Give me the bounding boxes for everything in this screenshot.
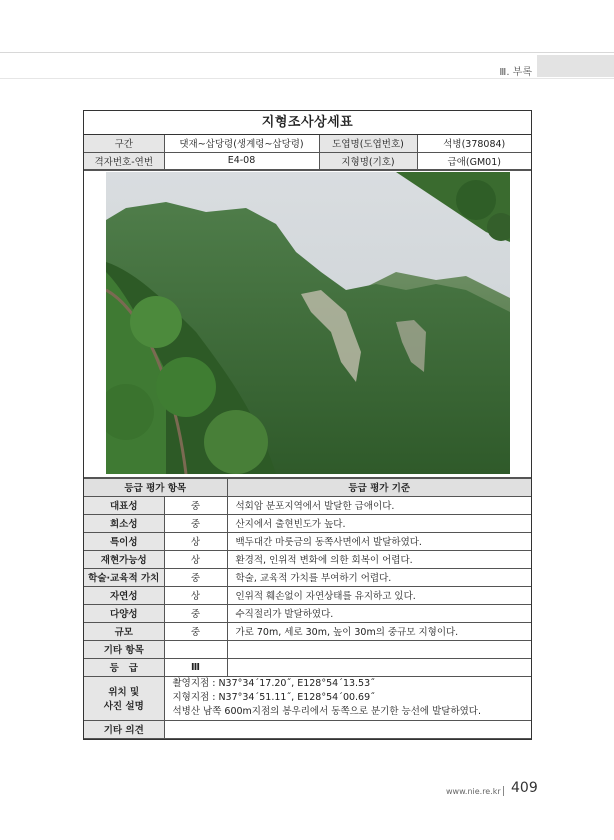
value-map-name: 석병(378084) <box>417 135 531 152</box>
evaluation-header-row <box>84 478 531 496</box>
footer-separator <box>503 786 504 796</box>
location-label-line2: 사진 설명 <box>103 701 144 712</box>
criteria-text: 수직절리가 발달하였다. <box>227 604 531 622</box>
info-row <box>84 152 531 169</box>
item-label: 등 급 <box>84 658 164 676</box>
other-opinion-label: 기타 의견 <box>84 720 164 738</box>
criteria-text: 학술, 교육적 가치를 부여하기 어렵다. <box>227 568 531 586</box>
item-label: 재현가능성 <box>84 550 164 568</box>
evaluation-table <box>84 478 531 739</box>
grade-value: 중 <box>164 568 227 586</box>
sheet-title: 지형조사상세표 <box>84 111 531 135</box>
table-row <box>84 496 531 514</box>
criteria-text: 환경적, 인위적 변화에 의한 회복이 어렵다. <box>227 550 531 568</box>
header-eval-criteria: 등급 평가 기준 <box>227 478 531 496</box>
location-label-line1: 위치 및 <box>108 687 140 698</box>
grade-value: 상 <box>164 586 227 604</box>
item-label: 기타 항목 <box>84 640 164 658</box>
grade-value: 중 <box>164 514 227 532</box>
item-label: 학술·교육적 가치 <box>84 568 164 586</box>
item-label: 특이성 <box>84 532 164 550</box>
item-label: 희소성 <box>84 514 164 532</box>
footer-url: www.nie.re.kr <box>446 787 501 796</box>
item-label: 대표성 <box>84 496 164 514</box>
other-opinion-row <box>84 720 531 738</box>
table-row <box>84 514 531 532</box>
table-row <box>84 658 531 676</box>
table-row <box>84 568 531 586</box>
label-landform-name: 지형명(기호) <box>319 152 417 169</box>
table-row <box>84 622 531 640</box>
location-row <box>84 676 531 720</box>
table-row <box>84 550 531 568</box>
landscape-photo <box>106 172 510 474</box>
header-line <box>0 78 614 79</box>
landform-point: 지형지점 : N37°34´51.11˝, E128°54´00.69˝ <box>172 692 375 703</box>
table-row <box>84 586 531 604</box>
criteria-text: 백두대간 마룻금의 동쪽사면에서 발달하였다. <box>227 532 531 550</box>
grade-value: 상 <box>164 550 227 568</box>
photo-cell <box>84 170 531 478</box>
photo-point: 촬영지점 : N37°34´17.20˝, E128°54´13.53˝ <box>172 678 375 689</box>
grade-value: 중 <box>164 496 227 514</box>
location-label <box>84 676 164 720</box>
criteria-text: 가로 70m, 세로 30m, 높이 30m의 중규모 지형이다. <box>227 622 531 640</box>
criteria-text: 인위적 훼손없이 자연상태를 유지하고 있다. <box>227 586 531 604</box>
criteria-text: 석회암 분포지역에서 발달한 급애이다. <box>227 496 531 514</box>
survey-sheet <box>83 110 532 740</box>
criteria-text <box>227 640 531 658</box>
info-table <box>84 135 531 170</box>
criteria-text: 산지에서 출현빈도가 높다. <box>227 514 531 532</box>
other-opinion-value <box>164 720 531 738</box>
header-tab <box>537 55 614 77</box>
mountain-cliff-image <box>106 172 510 474</box>
value-grid-number: E4-08 <box>164 152 319 169</box>
page-number: 409 <box>511 780 538 796</box>
table-row <box>84 532 531 550</box>
item-label: 자연성 <box>84 586 164 604</box>
section-label: Ⅲ. 부록 <box>499 67 532 78</box>
label-map-name: 도엽명(도엽번호) <box>319 135 417 152</box>
location-note: 석병산 남쪽 600m지점의 봉우리에서 동쪽으로 분기한 능선에 발달하였다. <box>172 706 482 717</box>
value-landform-name: 급애(GM01) <box>417 152 531 169</box>
table-row <box>84 604 531 622</box>
table-row <box>84 640 531 658</box>
label-grid-number: 격자번호-연번 <box>84 152 164 169</box>
item-label: 다양성 <box>84 604 164 622</box>
item-label: 규모 <box>84 622 164 640</box>
header-eval-item: 등급 평가 항목 <box>84 478 227 496</box>
grade-value: 상 <box>164 532 227 550</box>
criteria-text <box>227 658 531 676</box>
grade-value: Ⅲ <box>164 658 227 676</box>
info-row <box>84 135 531 152</box>
location-description <box>164 676 531 720</box>
top-rule <box>0 52 614 53</box>
value-section: 댓재~삽당령(생계령~삽당령) <box>164 135 319 152</box>
grade-value <box>164 640 227 658</box>
grade-value: 중 <box>164 604 227 622</box>
grade-value: 중 <box>164 622 227 640</box>
label-section: 구간 <box>84 135 164 152</box>
